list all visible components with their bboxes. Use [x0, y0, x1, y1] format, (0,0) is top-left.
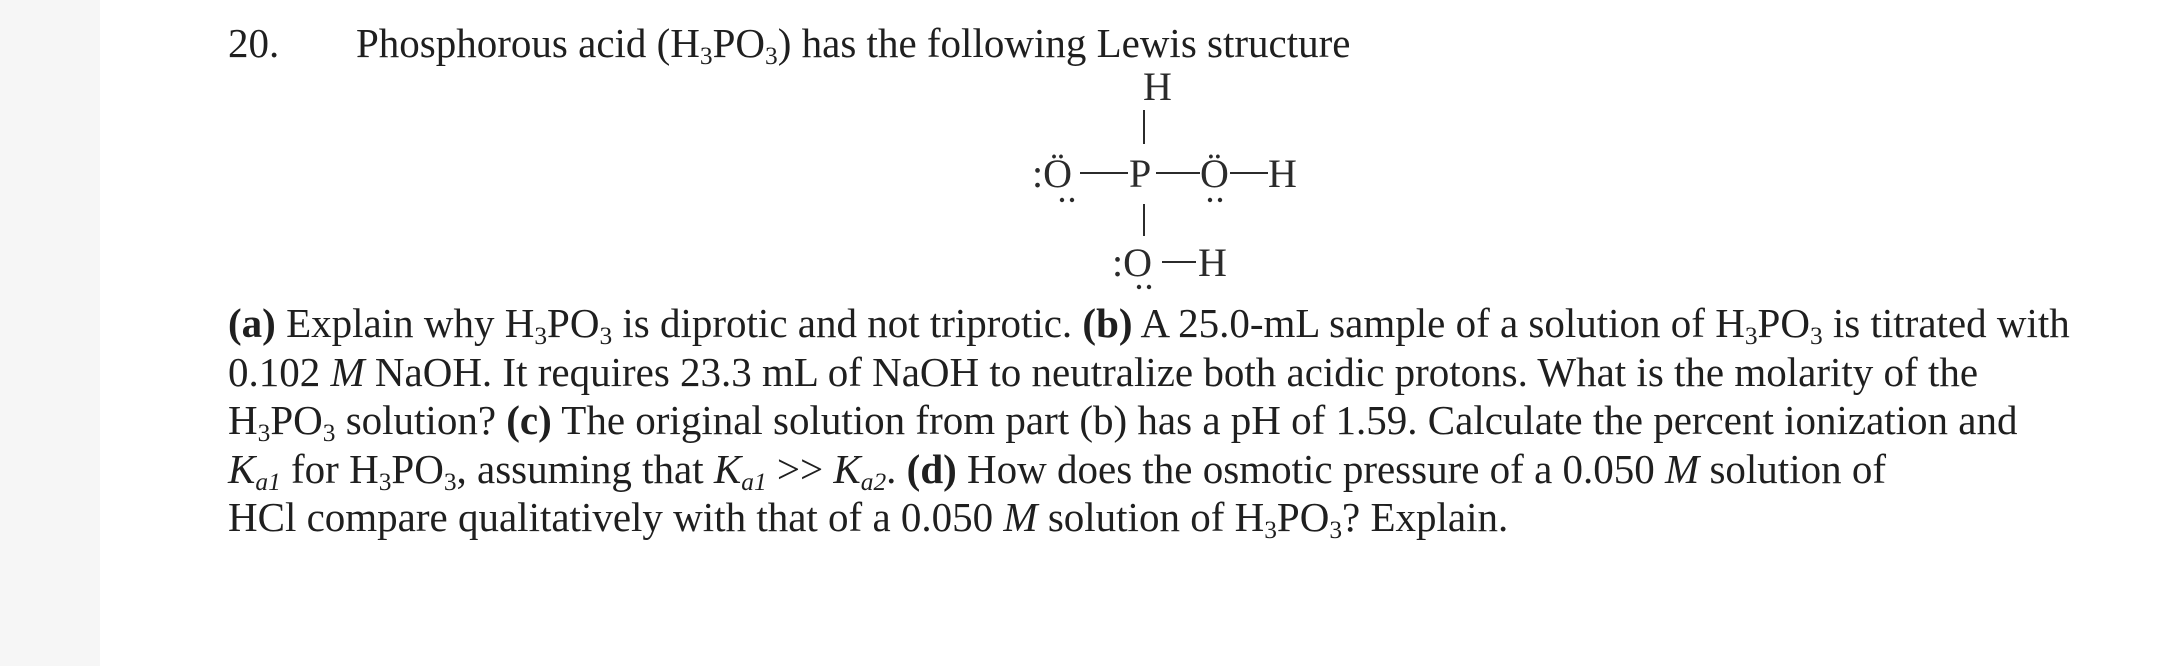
question-line-2 [228, 348, 2178, 397]
question-line-3 [228, 396, 2178, 448]
lone-pair-dot [1070, 198, 1074, 202]
lewis-structure-svg [1010, 62, 1370, 292]
intro-text: ) has the following Lewis structure [777, 20, 1351, 66]
lewis-atom-left-o: :Ö [1032, 151, 1072, 196]
subscript: 3 [322, 419, 336, 448]
question-text: solution of H [1037, 494, 1265, 540]
part-c-label: (c) [506, 397, 552, 443]
lone-pair-dot [1218, 198, 1222, 202]
part-b-label: (b) [1082, 300, 1133, 346]
subscript: 3 [1809, 322, 1823, 351]
question-text: 0.102 [228, 348, 331, 395]
intro-text: Phosphorous acid (H [356, 20, 700, 66]
lewis-atom-top-h: H [1143, 64, 1172, 109]
subscript: 3 [599, 322, 613, 351]
lone-pair-dot [1208, 198, 1212, 202]
ka-symbol: K [713, 445, 742, 492]
question-text: The original solution from part (b) has a pH of 1.59. Calculate the percent ionization and [551, 397, 2018, 443]
problem-intro [356, 18, 1351, 71]
lewis-atom-bottom-o: :O [1112, 240, 1152, 285]
question-text: Explain why H [275, 300, 535, 346]
problem-number: 20. [228, 20, 280, 66]
question-text: PO [391, 445, 444, 492]
question-text: HCl compare qualitatively with that of a 0.050 [228, 494, 1004, 540]
question-text: A 25.0-mL sample of a solution of H [1132, 300, 1745, 346]
question-text: How does the osmotic pressure of a 0.050 [956, 445, 1666, 492]
question-text: is titrated with [1822, 300, 2070, 346]
lone-pair-dot [1147, 285, 1151, 289]
subscript: a1 [255, 467, 281, 496]
lone-pair-dot [1060, 198, 1064, 202]
question-text: , assuming that [456, 445, 714, 492]
question-text: ? Explain. [1342, 494, 1509, 540]
question-text: solution? [335, 397, 507, 443]
question-text: >> [766, 445, 834, 492]
subscript: 3 [534, 322, 548, 351]
lewis-atom-bottom-h: H [1198, 240, 1227, 285]
question-text: solution of [1699, 445, 1886, 492]
subscript: 3 [699, 42, 713, 71]
ka-symbol: K [833, 445, 861, 492]
left-margin-strip [0, 0, 100, 666]
part-d-label: (d) [906, 445, 957, 492]
question-text: . [886, 445, 907, 492]
molarity-symbol: M [1665, 445, 1700, 492]
question-body [228, 299, 2178, 545]
lewis-atom-right-h: H [1268, 151, 1297, 196]
question-text: H [228, 397, 258, 443]
subscript: a1 [741, 467, 767, 496]
question-text: NaOH. It requires 23.3 mL of NaOH to neutralize both acidic protons. What is the molarity of the [364, 348, 1979, 395]
lewis-atom-p: P [1129, 151, 1152, 196]
question-line-4 [228, 445, 2178, 494]
molarity-symbol: M [1003, 494, 1038, 540]
part-a-label: (a) [228, 300, 276, 346]
question-text: PO [547, 300, 600, 346]
subscript: a2 [860, 467, 887, 496]
subscript: 3 [378, 467, 392, 496]
lone-pair-dot [1137, 285, 1141, 289]
subscript: 3 [1329, 516, 1343, 545]
ka-symbol: K [228, 445, 256, 492]
question-text: PO [270, 397, 323, 443]
lewis-atom-right-o: Ö [1200, 151, 1229, 196]
subscript: 3 [1264, 516, 1277, 545]
subscript: 3 [765, 42, 778, 71]
question-text: PO [1757, 300, 1810, 346]
subscript: 3 [257, 419, 271, 448]
question-line-1 [228, 299, 2178, 351]
subscript: 3 [443, 467, 457, 496]
intro-text: PO [712, 20, 766, 66]
question-text: for H [280, 445, 379, 492]
question-text: PO [1276, 494, 1330, 540]
molarity-symbol: M [330, 348, 365, 395]
subscript: 3 [1744, 322, 1758, 351]
question-line-5 [228, 493, 2178, 545]
lewis-structure-diagram [1010, 62, 1370, 292]
question-text: is diprotic and not triprotic. [612, 300, 1083, 346]
